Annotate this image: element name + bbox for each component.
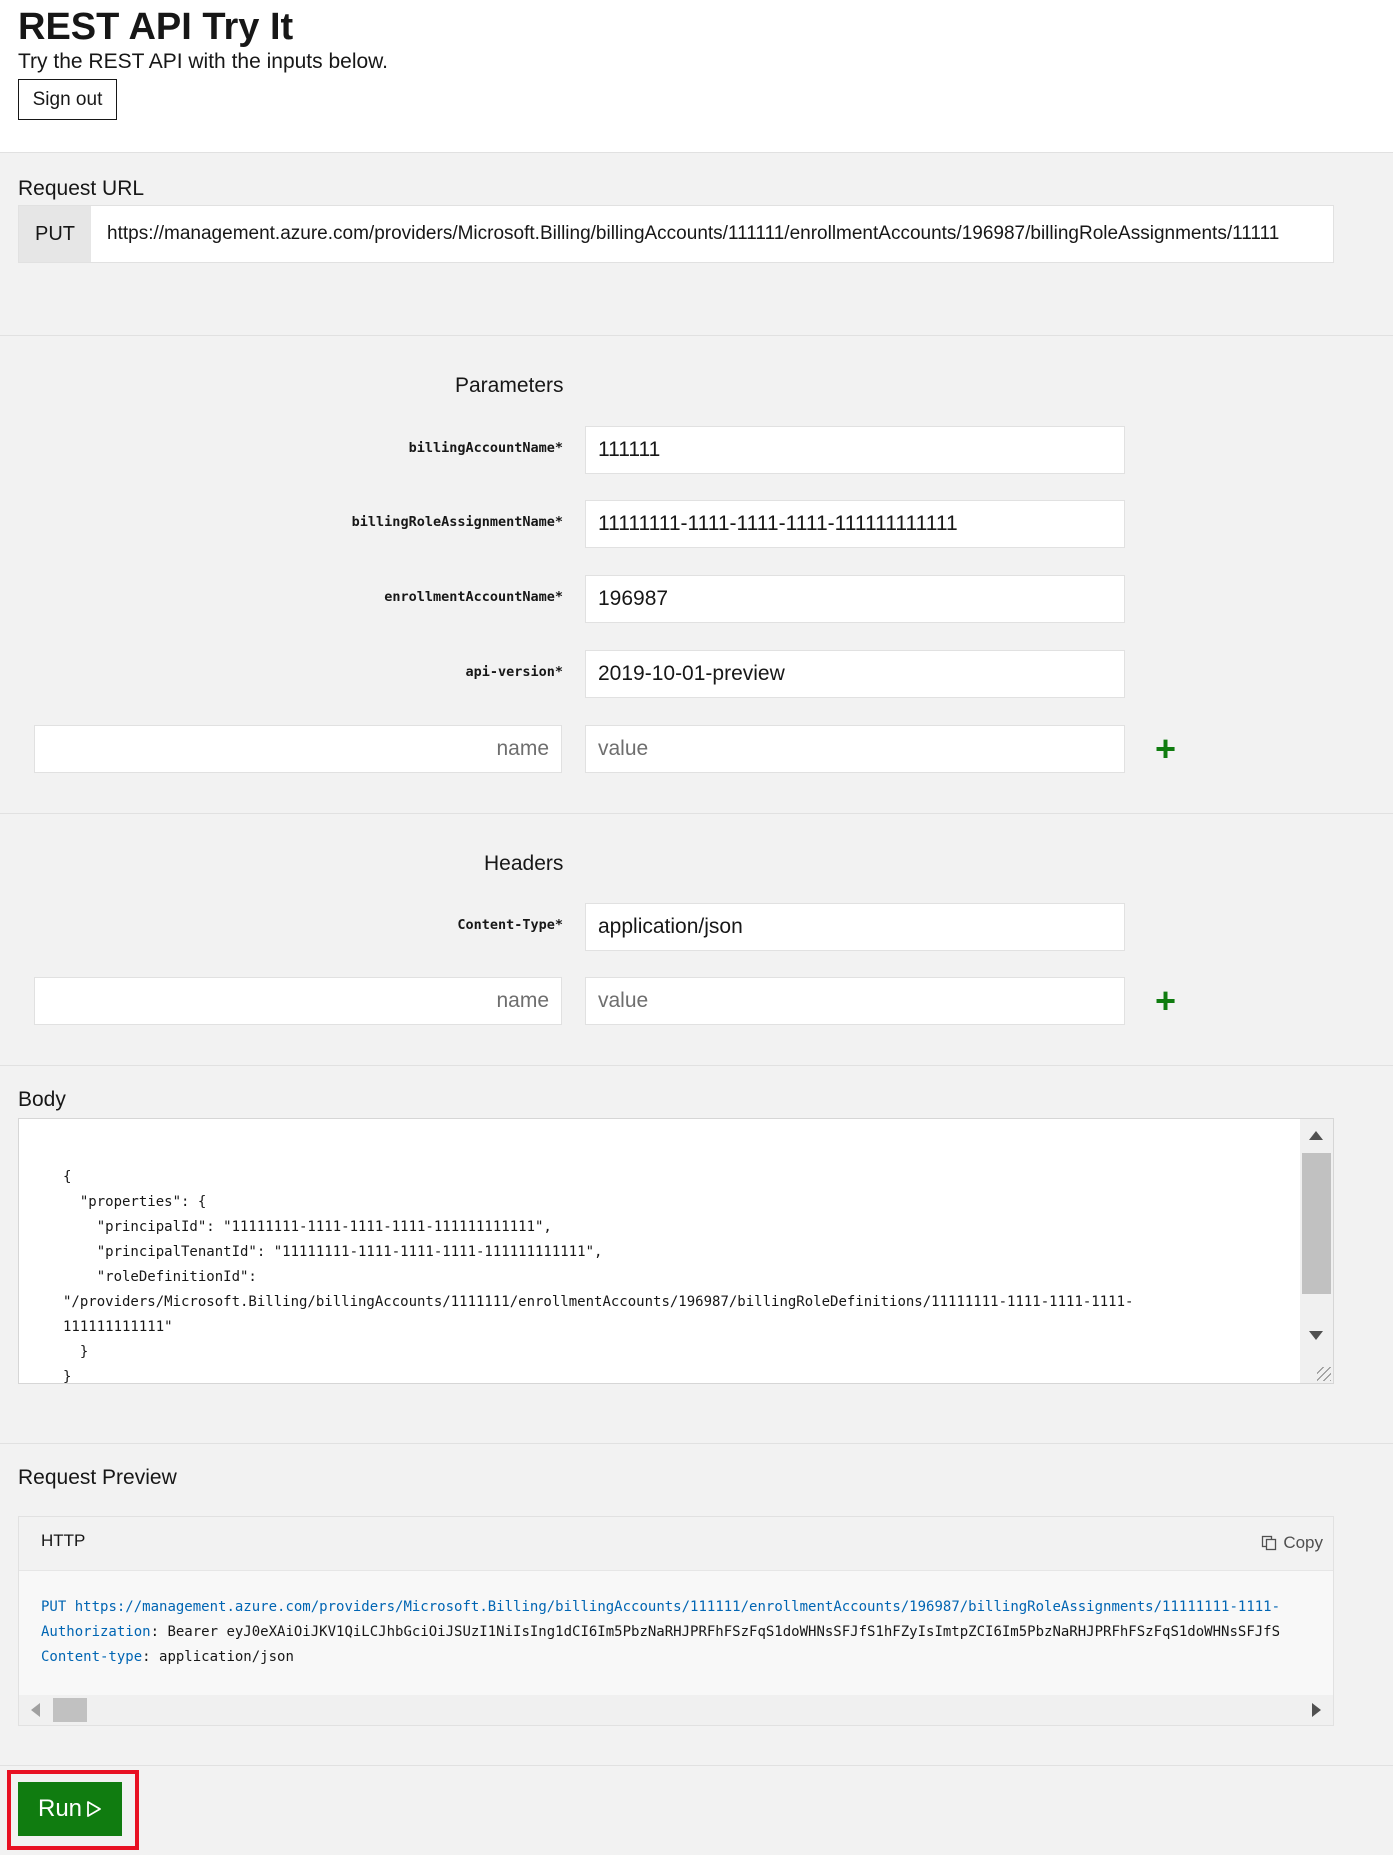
preview-horizontal-scrollbar[interactable] <box>19 1695 1333 1725</box>
body-label: Body <box>18 1088 66 1111</box>
request-url-text[interactable]: https://management.azure.com/providers/Microsoft.Billing/billingAccounts/111111/enrollmentAccounts/196987/billingRoleAssignments/11111 <box>107 223 1280 244</box>
run-section <box>0 1765 1393 1855</box>
param-label-billing-account-name: billingAccountName* <box>408 440 563 456</box>
param-label-api-version: api-version* <box>465 664 563 680</box>
param-label-billing-role-assignment-name: billingRoleAssignmentName* <box>351 514 563 530</box>
param-input-enrollment-account-name[interactable] <box>585 575 1125 623</box>
run-button[interactable] <box>18 1782 122 1836</box>
preview-content-type-value: application/json <box>159 1649 294 1665</box>
request-url-box <box>18 205 1334 263</box>
parameters-heading: Parameters <box>455 374 564 397</box>
parameters-section <box>0 335 1393 813</box>
headers-section <box>0 813 1393 1065</box>
preview-header-bar <box>19 1517 1333 1571</box>
page-subtitle: Try the REST API with the inputs below. <box>18 50 389 73</box>
request-preview-box <box>18 1516 1334 1726</box>
preview-url: https://management.azure.com/providers/Microsoft.Billing/billingAccounts/111111/enrollmentAccounts/196987/billingRoleAssignments/11111111-1111- <box>74 1599 1281 1615</box>
copy-icon <box>1261 1535 1277 1551</box>
scroll-down-arrow-icon[interactable] <box>1309 1331 1323 1340</box>
scroll-thumb[interactable] <box>1302 1153 1331 1294</box>
param-input-billing-role-assignment-name[interactable] <box>585 500 1125 548</box>
new-header-value-input[interactable] <box>585 977 1125 1025</box>
add-parameter-plus-icon[interactable]: + <box>1155 728 1177 769</box>
page-header <box>0 0 1393 152</box>
header-input-content-type[interactable] <box>585 903 1125 951</box>
preview-authorization-value: Bearer eyJ0eXAiOiJKV1QiLCJhbGciOiJSUzI1NiIsIng1dCI6Im5PbzNaRHJPRFhFSzFqS1doWHNsSFJfS1hFZyIsImtpZCI6Im5PbzNaRHJPRFhFSzFqS1doWHNsSFJfS <box>167 1624 1281 1640</box>
resize-handle-icon[interactable] <box>1317 1367 1331 1381</box>
body-vertical-scrollbar[interactable] <box>1300 1119 1333 1383</box>
copy-label: Copy <box>1283 1533 1323 1552</box>
scroll-right-arrow-icon[interactable] <box>1312 1703 1321 1717</box>
scroll-up-arrow-icon[interactable] <box>1309 1131 1323 1140</box>
sign-out-button[interactable]: Sign out <box>18 79 117 120</box>
request-url-section <box>0 152 1393 335</box>
preview-content-type-key: Content-type <box>41 1649 143 1665</box>
http-method-badge: PUT <box>19 206 91 262</box>
param-input-api-version[interactable] <box>585 650 1125 698</box>
add-header-plus-icon[interactable]: + <box>1155 980 1177 1021</box>
scroll-left-arrow-icon[interactable] <box>31 1703 40 1717</box>
copy-button[interactable] <box>1261 1533 1323 1553</box>
body-content[interactable]: { "properties": { "principalId": "11111111-1111-1111-1111-111111111111", "principalTenantId": "11111111-1111-1111-1111-111111111111", "roleDefinitionId": "/providers/Microsoft.Billing/billingAccounts/1111111/enrollmentAccounts/196987/billingRoleDefinitions/11111111-1111-1111-1111- 111111111111" } } <box>63 1169 1134 1384</box>
request-preview-section <box>0 1443 1393 1765</box>
header-label-content-type: Content-Type* <box>457 917 563 933</box>
param-label-enrollment-account-name: enrollmentAccountName* <box>384 589 563 605</box>
request-preview-label: Request Preview <box>18 1466 177 1489</box>
scroll-thumb[interactable] <box>53 1698 87 1722</box>
body-section <box>0 1065 1393 1443</box>
preview-authorization-key: Authorization <box>41 1624 151 1640</box>
run-label: Run <box>37 1795 83 1822</box>
new-param-value-input[interactable] <box>585 725 1125 773</box>
param-input-billing-account-name[interactable] <box>585 426 1125 474</box>
page-title: REST API Try It <box>18 6 294 48</box>
preview-code: PUT https://management.azure.com/providers/Microsoft.Billing/billingAccounts/111111/enrollmentAccounts/196987/billingRoleAssignments/11111111-1111- Authorization: Bearer eyJ0eXAiOiJKV1QiLCJhbGciOiJSUzI1NiIsIng1dCI6Im5PbzNaRHJPRFhFSzFqS1doWHNsSFJfS1hFZyIsImtpZCI6Im5PbzNaRHJPRFhFSzFqS1doWHNsSFJfS Content-type: application/json <box>41 1599 1281 1665</box>
headers-heading: Headers <box>484 852 564 875</box>
body-textarea[interactable] <box>18 1118 1334 1384</box>
preview-method: PUT <box>41 1599 67 1615</box>
play-icon <box>86 1800 102 1818</box>
preview-language-label: HTTP <box>41 1531 86 1550</box>
new-param-name-input[interactable] <box>34 725 562 773</box>
request-url-label: Request URL <box>18 177 145 200</box>
new-header-name-input[interactable] <box>34 977 562 1025</box>
